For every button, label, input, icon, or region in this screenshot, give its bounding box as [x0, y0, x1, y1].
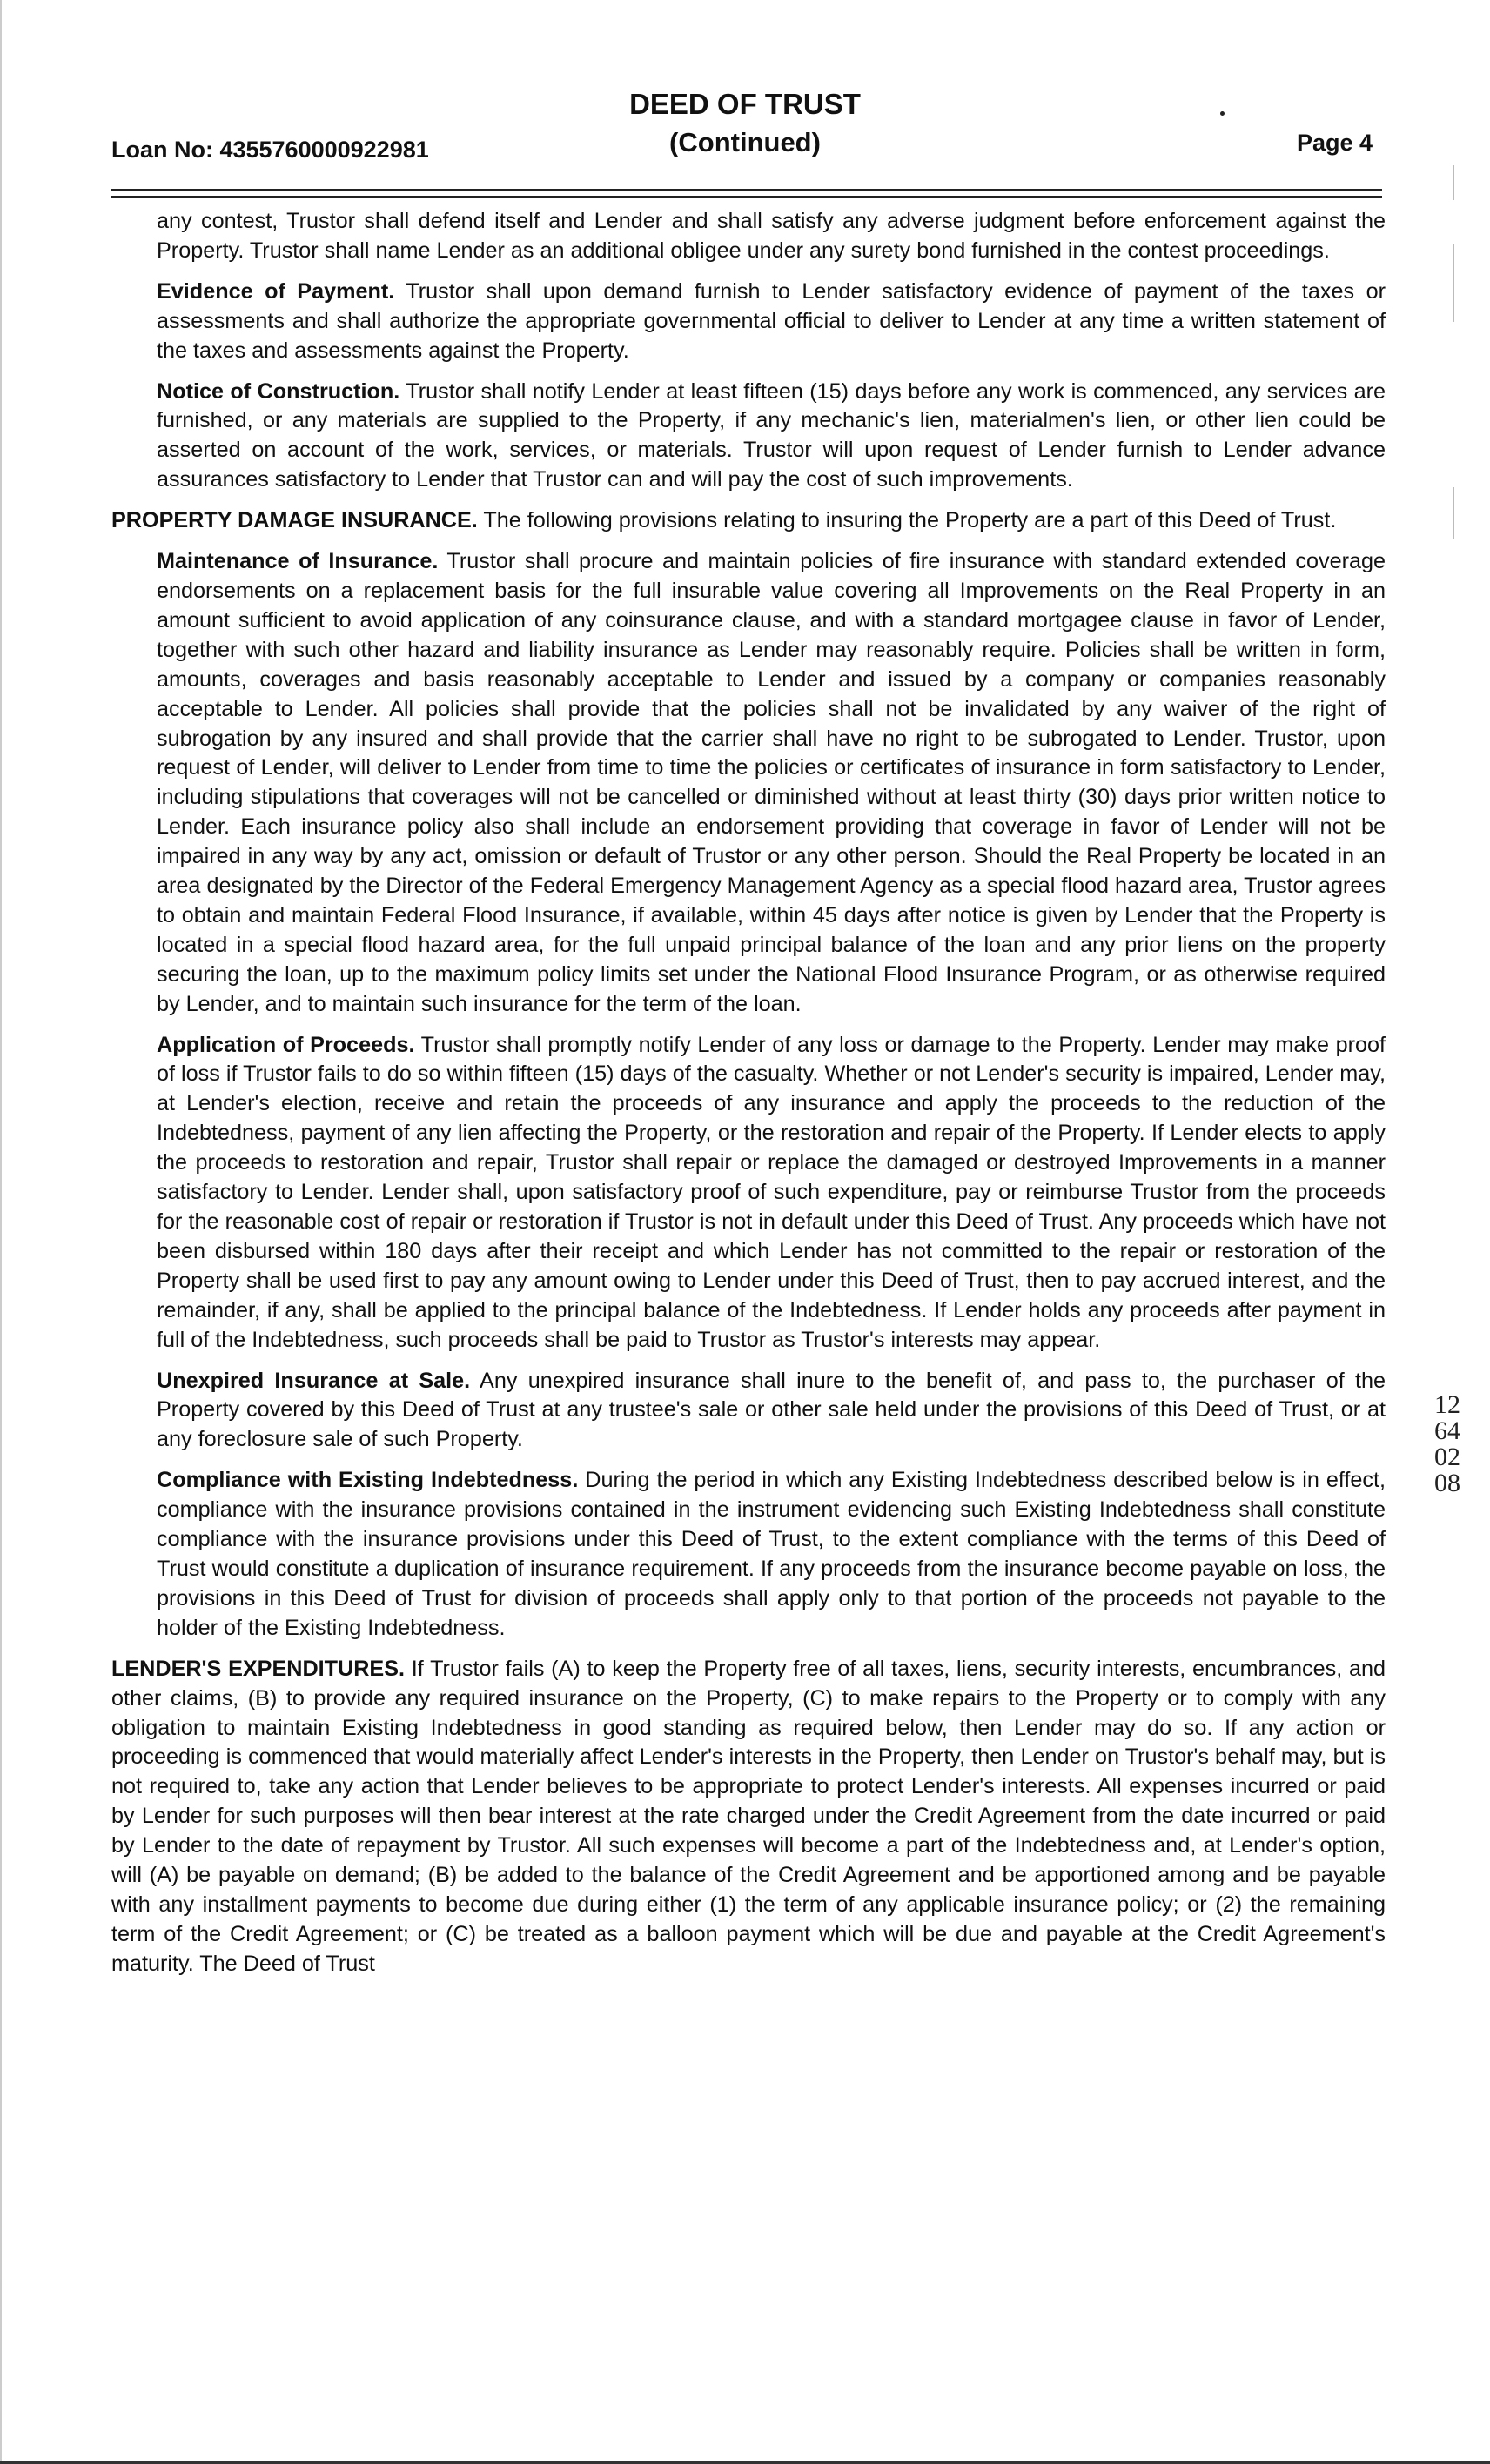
paragraph: [157, 1367, 1386, 1456]
header-rule-bottom: [111, 196, 1382, 198]
paragraph-text: any contest, Trustor shall defend itself and Lender and shall satisfy any adverse judgment before enforcement against the Property. Trustor shall name Lender as an additional obligee under any surety bond furnished in the contest proceedings.: [157, 209, 1386, 263]
paragraph-text: Trustor shall procure and maintain policies of fire insurance with standard extended coverage endorsements on a replacement basis for the full insurable value covering all Improvements on the Real Property in an amount sufficient to avoid application of any coinsurance clause, and with a standard mortgagee clause in favor of Lender, together with such other hazard and liability insurance as Lender may reasonably require. Policies shall be written in form, amounts, coverages and basis reasonably acceptable to Lender and issued by a company or companies reasonably acceptable to Lender. All policies shall provide that the policies shall not be invalidated by any waiver of the right of subrogation by any insured and shall provide that the carrier shall have no right to be subrogated to Lender. Trustor, upon request of Lender, will deliver to Lender from time to time the policies or certificates of insurance in form satisfactory to Lender, including stipulations that coverages will not be cancelled or diminished without at least thirty (30) days prior written notice to Lender. Each insurance policy also shall include an endorsement providing that coverage in favor of Lender will not be impaired in any way by any act, omission or default of Trustor or any other person. Should the Real Property be located in an area designated by the Director of the Federal Emergency Management Agency as a special flood hazard area, Trustor agrees to obtain and maintain Federal Flood Insurance, if available, within 45 days after notice is given by Lender that the Property is located in a special flood hazard area, for the full unpaid principal balance of the loan and any prior liens on the property securing the loan, up to the maximum policy limits set under the National Flood Insurance Program, or as otherwise required by Lender, and to maintain such insurance for the term of the loan.: [157, 549, 1386, 1016]
paragraph: [157, 278, 1386, 366]
paragraph: [157, 378, 1386, 496]
paragraph-text: Trustor shall promptly notify Lender of any loss or damage to the Property. Lender may make proof of loss if Trustor fails to do so within fifteen (15) days of the casualty. Whether or not Lender's security is impaired, Lender may, at Lender's election, receive and retain the proceeds of any insurance and apply the proceeds to the reduction of the Indebtedness, payment of any lien affecting the Property, or the restoration and repair of the Property. If Lender elects to apply the proceeds to restoration and repair, Trustor shall repair or replace the damaged or destroyed Improvements in a manner satisfactory to Lender. Lender shall, upon satisfactory proof of such expenditure, pay or reimburse Trustor from the proceeds for the reasonable cost of repair or restoration if Trustor is not in default under this Deed of Trust. Any proceeds which have not been disbursed within 180 days after their receipt and which Lender has not committed to the repair or restoration of the Property shall be used first to pay any amount owing to Lender under this Deed of Trust, then to pay accrued interest, and the remainder, if any, shall be applied to the principal balance of the Indebtedness. If Lender holds any proceeds after payment in full of the Indebtedness, such proceeds shall be paid to Trustor as Trustor's interests may appear.: [157, 1032, 1386, 1352]
paragraph: [157, 207, 1386, 266]
paragraph-text: During the period in which any Existing Indebtedness described below is in effect, compliance with the insurance provisions contained in the instrument evidencing such Existing Indebtedness shall constitute compliance with the insurance provisions under this Deed of Trust, to the extent compliance with the terms of this Deed of Trust would constitute a duplication of insurance requirement. If any proceeds from the insurance become payable on loss, the provisions in this Deed of Trust for division of proceeds shall apply only to that portion of the proceeds not payable to the holder of the Existing Indebtedness.: [157, 1468, 1386, 1640]
paragraph-text: Trustor shall notify Lender at least fifteen (15) days before any work is commenced, any services are furnished, or any materials are supplied to the Property, if any mechanic's lien, materialmen's lien, or other lien could be asserted on account of the work, services, or materials. Trustor will upon request of Lender furnish to Lender advance assurances satisfactory to Lender that Trustor can and will pay the cost of such improvements.: [157, 378, 1386, 492]
stray-dot-mark: [1220, 111, 1225, 116]
paragraph-text: If Trustor fails (A) to keep the Property free of all taxes, liens, security interests, encumbrances, and other claims, (B) to provide any required insurance on the Property, (C) to make repairs to the Property or to comply with any obligation to maintain Existing Indebtedness in good standing as required below, then Lender may do so. If any action or proceeding is commenced that would materially affect Lender's interests in the Property, then Lender on Trustor's behalf may, but is not required to, take any action that Lender believes to be appropriate to protect Lender's interests. All expenses incurred or paid by Lender for such purposes will then bear interest at the rate charged under the Credit Agreement from the date incurred or paid by Lender to the date of repayment by Trustor. All such expenses will become a part of the Indebtedness and, at Lender's option, will (A) be payable on demand; (B) be added to the balance of the Credit Agreement and be apportioned among and be payable with any installment payments to become due during either (1) the term of any applicable insurance policy; or (2) the remaining term of the Credit Agreement; or (C) be treated as a balloon payment which will be due and payable at the Credit Agreement's maturity. The Deed of Trust: [111, 1656, 1386, 1976]
scan-edge-mark: [1453, 487, 1454, 539]
document-title: DEED OF TRUST: [629, 88, 861, 120]
paragraph-heading: PROPERTY DAMAGE INSURANCE.: [111, 508, 478, 533]
paragraph-text: Trustor shall upon demand furnish to Lender satisfactory evidence of payment of the taxes or assessments and shall authorize the appropriate governmental official to deliver to Lender at any time a written statement of the taxes and assessments against the Property.: [157, 278, 1386, 363]
paragraph-heading: Notice of Construction.: [157, 378, 400, 404]
header-rule-top: [111, 189, 1382, 191]
paragraph-text: Any unexpired insurance shall inure to the benefit of, and pass to, the purchaser of the Property covered by this Deed of Trust at any trustee's sale or other sale held under the provisions of this Deed of Trust, or at any foreclosure sale of such Property.: [157, 1368, 1386, 1452]
paragraph-text: The following provisions relating to insuring the Property are a part of this Deed of Trust.: [483, 508, 1337, 533]
paragraph-heading: Evidence of Payment.: [157, 278, 395, 304]
paragraph-heading: LENDER'S EXPENDITURES.: [111, 1656, 406, 1681]
page-left-edge: [0, 0, 2, 2464]
paragraph-heading: Unexpired Insurance at Sale.: [157, 1368, 471, 1393]
paragraph: [157, 547, 1386, 1020]
loan-number: Loan No: 4355760000922981: [111, 137, 429, 163]
paragraph-heading: Application of Proceeds.: [157, 1032, 415, 1057]
recording-stamp-number: 1264 0208: [1434, 1390, 1460, 1497]
scan-edge-mark: [1453, 244, 1454, 322]
deed-body: [111, 207, 1386, 1991]
scan-edge-mark: [1453, 165, 1454, 200]
document-subtitle: (Continued): [669, 127, 821, 157]
paragraph-heading: Compliance with Existing Indebtedness.: [157, 1468, 579, 1493]
paragraph: [111, 506, 1386, 536]
page-number: Page 4: [1297, 130, 1373, 156]
paragraph: [157, 1031, 1386, 1356]
paragraph: [157, 1466, 1386, 1643]
paragraph: [111, 1655, 1386, 1979]
paragraph-heading: Maintenance of Insurance.: [157, 549, 439, 574]
